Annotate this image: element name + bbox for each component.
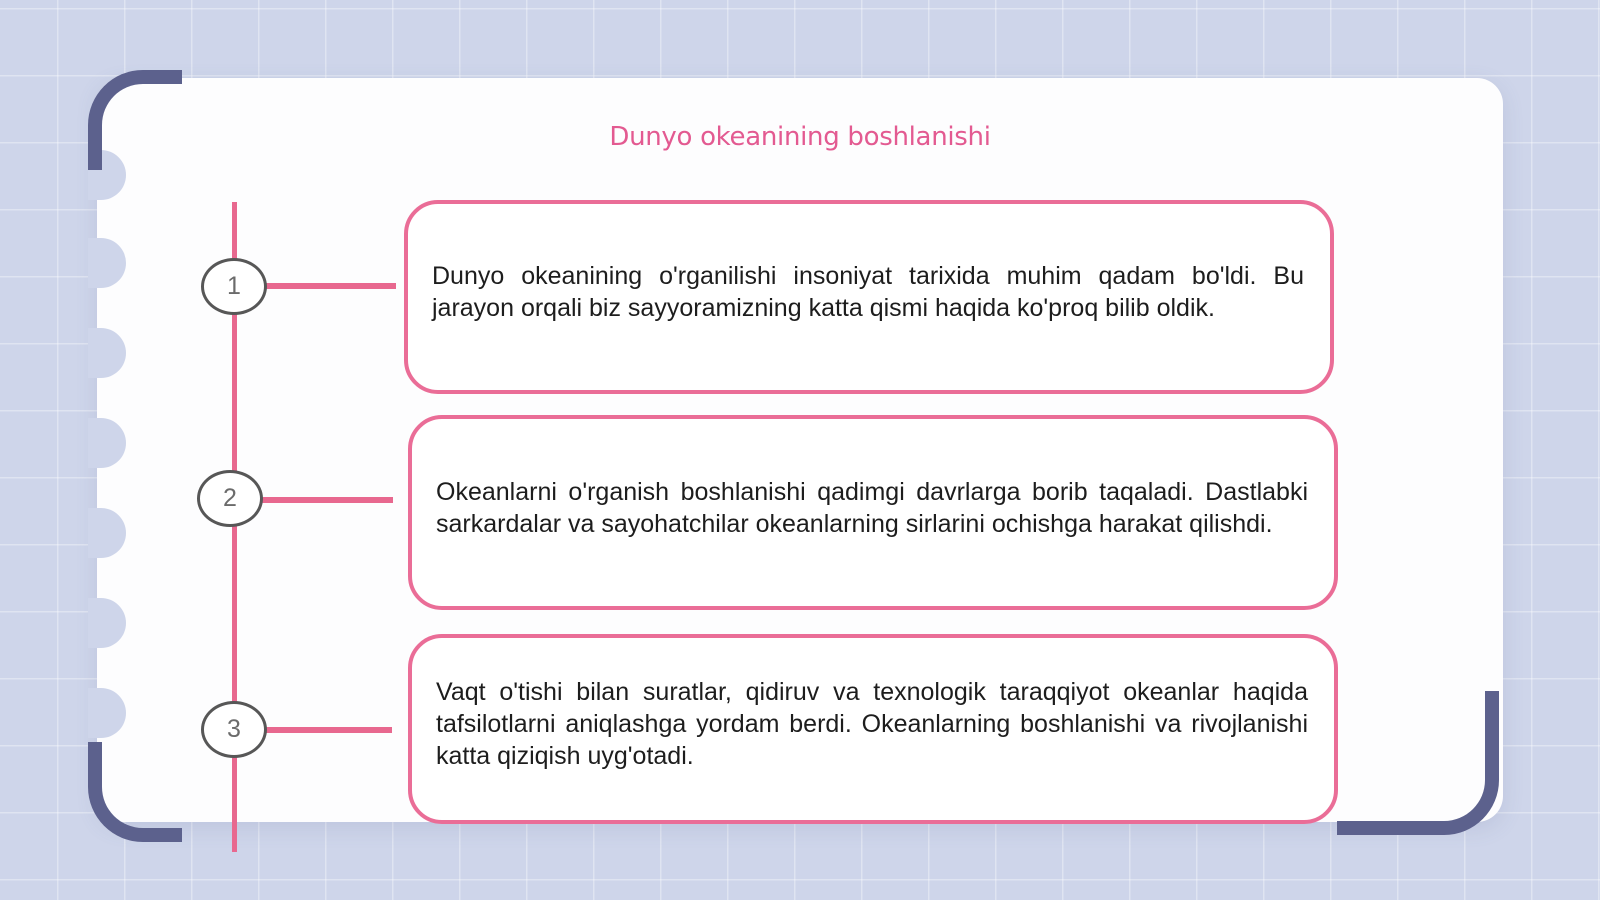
- timeline-card-1-text: Dunyo okeanining o'rganilishi insoniyat tarixida muhim qadam bo'ldi. Bu jarayon orqali biz sayyoramizning katta qismi haqida ko'proq bilib oldik.: [432, 262, 1304, 322]
- slide-title: Dunyo okeanining boshlanishi: [609, 122, 991, 152]
- frame-corner-bottom-left: [88, 742, 182, 842]
- timeline-node-3: 3: [201, 701, 267, 758]
- timeline-card-1: [404, 200, 1334, 394]
- timeline-card-3-text: Vaqt o'tishi bilan suratlar, qidiruv va texnologik taraqqiyot okeanlar haqida tafsilotlarni aniqlashga yordam berdi. Okeanlarning boshlanishi va rivojlanishi katta qiziqish uyg'otadi.: [436, 678, 1308, 770]
- frame-corner-top-left: [88, 70, 182, 170]
- timeline-card-3: [408, 634, 1338, 824]
- timeline-card-2-text: Okeanlarni o'rganish boshlanishi qadimgi davrlarga borib taqaladi. Dastlabki sarkardalar va sayohatchilar okeanlarning sirlarini ochishga harakat qilishdi.: [436, 477, 1308, 538]
- timeline-connector-2: [259, 497, 393, 503]
- frame-corner-bottom-right: [1337, 691, 1499, 835]
- timeline-connector-3: [262, 727, 392, 733]
- timeline-connector-1: [262, 283, 396, 289]
- timeline-node-1: 1: [201, 258, 267, 315]
- timeline-card-2: [408, 415, 1338, 610]
- timeline-node-2: 2: [197, 470, 263, 527]
